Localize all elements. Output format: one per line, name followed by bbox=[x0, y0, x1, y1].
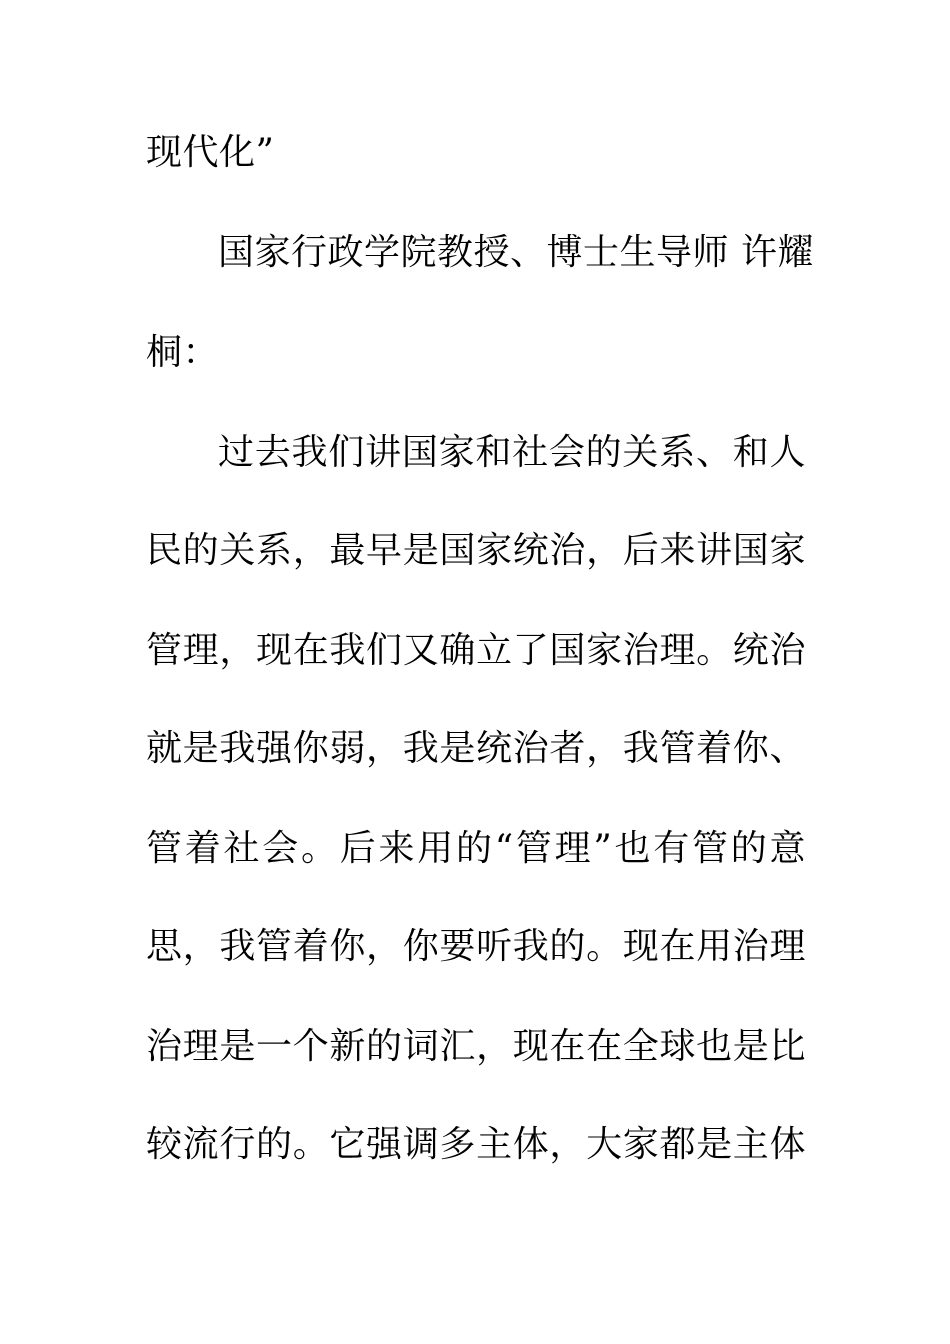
text-line: 国家行政学院教授、博士生导师 许耀 bbox=[218, 232, 814, 273]
text-line: 就是我强你弱，我是统治者，我管着你、 bbox=[146, 728, 806, 769]
text-line: 桐： bbox=[146, 332, 220, 373]
text-line: 管着社会。后来用的“管理”也有管的意 bbox=[146, 828, 806, 869]
text-line: 民的关系，最早是国家统治，后来讲国家 bbox=[146, 530, 806, 571]
text-line: 思，我管着你，你要听我的。现在用治理 bbox=[146, 926, 806, 967]
text-line: 现代化” bbox=[146, 132, 275, 173]
text-line: 治理是一个新的词汇，现在在全球也是比 bbox=[146, 1026, 806, 1067]
text-line: 过去我们讲国家和社会的关系、和人 bbox=[218, 432, 806, 473]
text-line: 管理，现在我们又确立了国家治理。统治 bbox=[146, 630, 806, 671]
text-line: 较流行的。它强调多主体，大家都是主体 bbox=[146, 1124, 806, 1165]
